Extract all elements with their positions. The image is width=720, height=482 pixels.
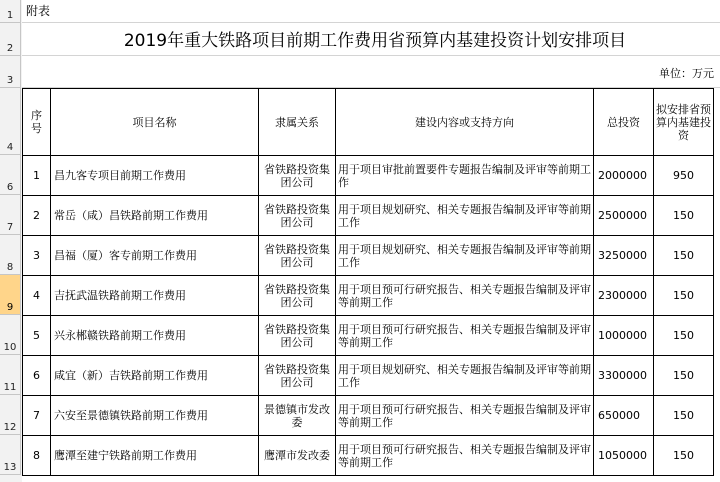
row-header-13[interactable]: 13 xyxy=(0,435,21,475)
cell-affiliation[interactable]: 景德镇市发改委 xyxy=(258,395,336,436)
cell-content[interactable]: 用于项目规划研究、相关专题报告编制及评审等前期工作 xyxy=(335,235,594,276)
cell-total[interactable]: 2000000 xyxy=(593,155,654,196)
cell-name[interactable]: 兴永郴赣铁路前期工作费用 xyxy=(50,315,259,356)
row-header-6[interactable]: 6 xyxy=(0,155,21,195)
cell-planned[interactable]: 150 xyxy=(653,195,714,236)
row-header-10[interactable]: 10 xyxy=(0,315,21,355)
row-header-12[interactable]: 12 xyxy=(0,395,21,435)
header-total: 总投资 xyxy=(593,88,654,156)
cell-seq[interactable]: 5 xyxy=(22,315,51,356)
row-header-3[interactable]: 3 xyxy=(0,56,21,88)
cell-name[interactable]: 常岳（咸）昌铁路前期工作费用 xyxy=(50,195,259,236)
cell-planned[interactable]: 150 xyxy=(653,235,714,276)
cell-affiliation[interactable]: 省铁路投资集团公司 xyxy=(258,155,336,196)
cell-total[interactable]: 3300000 xyxy=(593,355,654,396)
cell-name[interactable]: 六安至景德镇铁路前期工作费用 xyxy=(50,395,259,436)
cell-affiliation[interactable]: 省铁路投资集团公司 xyxy=(258,355,336,396)
cell-affiliation[interactable]: 省铁路投资集团公司 xyxy=(258,235,336,276)
cell-affiliation[interactable]: 省铁路投资集团公司 xyxy=(258,315,336,356)
cell-affiliation[interactable]: 省铁路投资集团公司 xyxy=(258,195,336,236)
attachment-label: 附表 xyxy=(26,4,51,18)
cell-total[interactable]: 650000 xyxy=(593,395,654,436)
cell-content[interactable]: 用于项目规划研究、相关专题报告编制及评审等前期工作 xyxy=(335,195,594,236)
cell-total[interactable]: 3250000 xyxy=(593,235,654,276)
row-header-1[interactable]: 1 xyxy=(0,0,21,23)
cell-planned[interactable]: 150 xyxy=(653,355,714,396)
cell-content[interactable]: 用于项目规划研究、相关专题报告编制及评审等前期工作 xyxy=(335,355,594,396)
cell-seq[interactable]: 6 xyxy=(22,355,51,396)
row-header-7[interactable]: 7 xyxy=(0,195,21,235)
row-header-2[interactable]: 2 xyxy=(0,23,21,56)
cell-planned[interactable]: 150 xyxy=(653,395,714,436)
row-header-4[interactable]: 4 xyxy=(0,88,21,155)
cell-planned[interactable]: 150 xyxy=(653,315,714,356)
cell-content[interactable]: 用于项目预可行研究报告、相关专题报告编制及评审等前期工作 xyxy=(335,315,594,356)
cell-total[interactable]: 1000000 xyxy=(593,315,654,356)
cell-name[interactable]: 吉抚武温铁路前期工作费用 xyxy=(50,275,259,316)
row-header-11[interactable]: 11 xyxy=(0,355,21,395)
cell-seq[interactable]: 1 xyxy=(22,155,51,196)
cell-seq[interactable]: 4 xyxy=(22,275,51,316)
cell-planned[interactable]: 150 xyxy=(653,275,714,316)
header-name: 项目名称 xyxy=(50,88,259,156)
unit-label: 单位：万元 xyxy=(659,67,714,80)
cell-total[interactable]: 1050000 xyxy=(593,435,654,476)
header-affiliation: 隶属关系 xyxy=(258,88,336,156)
cell-total[interactable]: 2300000 xyxy=(593,275,654,316)
cell-content[interactable]: 用于项目审批前置要件专题报告编制及评审等前期工作 xyxy=(335,155,594,196)
cell-planned[interactable]: 150 xyxy=(653,435,714,476)
gridline xyxy=(22,22,720,23)
cell-content[interactable]: 用于项目预可行研究报告、相关专题报告编制及评审等前期工作 xyxy=(335,395,594,436)
header-content: 建设内容或支持方向 xyxy=(335,88,594,156)
cell-affiliation[interactable]: 省铁路投资集团公司 xyxy=(258,275,336,316)
cell-seq[interactable]: 3 xyxy=(22,235,51,276)
row-header-9[interactable]: 9 xyxy=(0,275,21,315)
gridline xyxy=(22,55,720,56)
cell-planned[interactable]: 950 xyxy=(653,155,714,196)
cell-seq[interactable]: 2 xyxy=(22,195,51,236)
cell-seq[interactable]: 8 xyxy=(22,435,51,476)
sheet-title: 2019年重大铁路项目前期工作费用省预算内基建投资计划安排项目 xyxy=(123,31,627,51)
header-seq: 序号 xyxy=(22,88,51,156)
cell-affiliation[interactable]: 鹰潭市发改委 xyxy=(258,435,336,476)
cell-content[interactable]: 用于项目预可行研究报告、相关专题报告编制及评审等前期工作 xyxy=(335,435,594,476)
row-header-8[interactable]: 8 xyxy=(0,235,21,275)
cell-name[interactable]: 咸宜（新）吉铁路前期工作费用 xyxy=(50,355,259,396)
cell-name[interactable]: 昌九客专项目前期工作费用 xyxy=(50,155,259,196)
cell-total[interactable]: 2500000 xyxy=(593,195,654,236)
cell-content[interactable]: 用于项目预可行研究报告、相关专题报告编制及评审等前期工作 xyxy=(335,275,594,316)
cell-name[interactable]: 鹰潭至建宁铁路前期工作费用 xyxy=(50,435,259,476)
cell-seq[interactable]: 7 xyxy=(22,395,51,436)
cell-name[interactable]: 昌福（厦）客专前期工作费用 xyxy=(50,235,259,276)
header-planned: 拟安排省预算内基建投资 xyxy=(653,88,714,156)
